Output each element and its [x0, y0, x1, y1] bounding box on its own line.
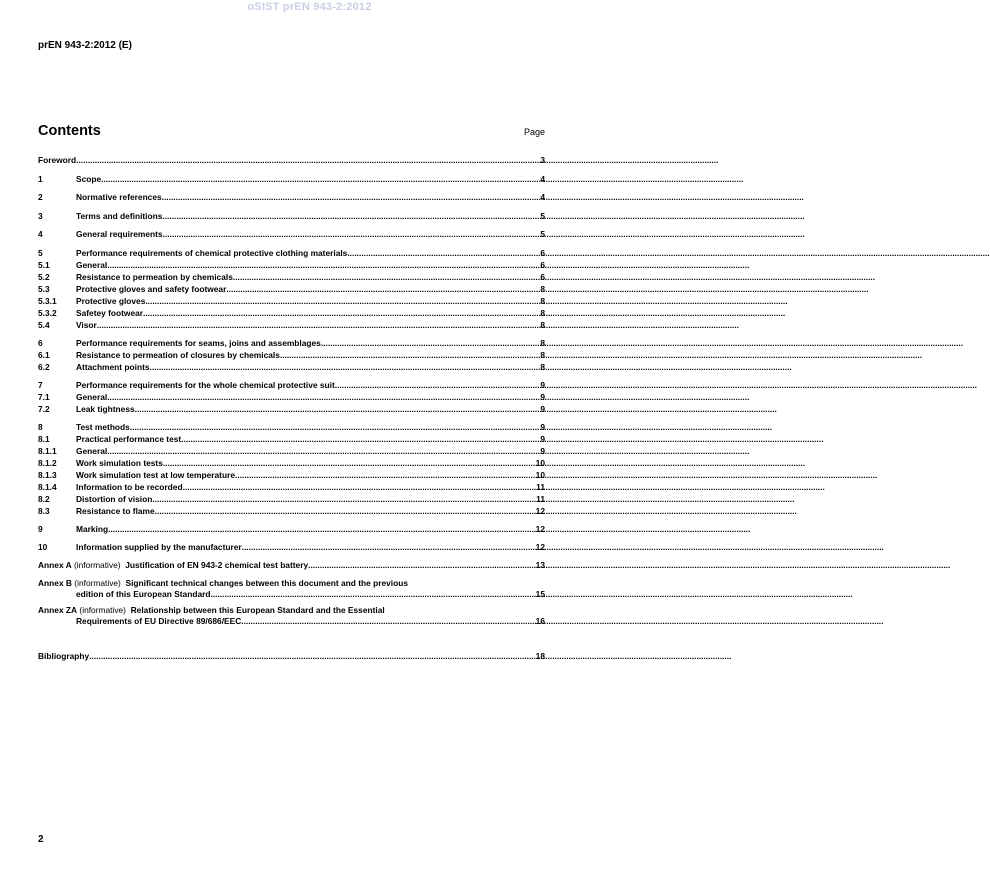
- toc-entry-distortion-of-vision[interactable]: [38, 494, 545, 505]
- watermark: oSIST prEN 943-2:2012: [247, 1, 372, 13]
- toc-entry-general-requirements[interactable]: [38, 229, 545, 240]
- toc-entry-annex-za-line1[interactable]: [38, 605, 545, 616]
- toc-entry-annex-b[interactable]: [38, 589, 545, 600]
- toc-entry-protective-gloves[interactable]: [38, 296, 545, 307]
- toc-leader-dots: [233, 272, 540, 283]
- toc-page-number: 8: [540, 338, 545, 348]
- toc-number: 6: [38, 338, 43, 348]
- toc-leader-dots: [347, 248, 540, 259]
- toc-leader-dots: [280, 350, 540, 361]
- toc-leader-dots: [130, 422, 541, 433]
- toc-leader-dots: [226, 284, 540, 295]
- toc-entry-resistance-to-flame[interactable]: [38, 506, 545, 517]
- toc-entry-work-simulation-tests[interactable]: [38, 458, 545, 469]
- toc-title: Protective gloves: [76, 296, 146, 306]
- toc-entry-general[interactable]: [38, 260, 545, 271]
- toc-entry-leak-tightness[interactable]: [38, 404, 545, 415]
- toc-page-number: 8: [540, 296, 545, 306]
- toc-leader-dots: [155, 506, 536, 517]
- toc-title: Visor: [76, 320, 97, 330]
- toc-prefix: Annex A: [38, 560, 72, 570]
- toc-entry-performance-requirements-of-chemical-protective-clothing-materials[interactable]: [38, 248, 545, 259]
- toc-page-number: 16: [535, 616, 545, 626]
- toc-page-number: 18: [535, 651, 545, 661]
- toc-title: Resistance to permeation of closures by chemicals: [76, 350, 280, 360]
- toc-title: [38, 560, 308, 571]
- toc-page-number: 9: [540, 380, 545, 390]
- toc-title: Distortion of vision: [76, 494, 153, 504]
- toc-number: 5.3: [38, 284, 50, 294]
- toc-number: 8.1.4: [38, 482, 57, 492]
- toc-leader-dots: [101, 174, 540, 185]
- toc-number: 7.1: [38, 392, 50, 402]
- toc-title: Foreword: [38, 155, 77, 165]
- toc-leader-dots: [210, 589, 535, 600]
- toc-leader-dots: [97, 320, 541, 331]
- toc-page-number: 8: [540, 320, 545, 330]
- toc-title: Test methods: [76, 422, 130, 432]
- toc-entry-marking[interactable]: [38, 524, 545, 535]
- toc-title-line2: edition of this European Standard: [76, 589, 211, 599]
- toc-page-number: 8: [540, 350, 545, 360]
- toc-title: Terms and definitions: [76, 211, 163, 221]
- toc-number: 2: [38, 192, 43, 202]
- toc-page-number: 6: [540, 248, 545, 258]
- toc-title: General: [76, 392, 108, 402]
- toc-title: Attachment points: [76, 362, 150, 372]
- toc-title: Performance requirements for the whole chemical protective suit: [76, 380, 335, 390]
- toc-entry-bibliography[interactable]: [38, 651, 545, 662]
- toc-prefix-note: (informative): [77, 605, 126, 615]
- toc-leader-dots: [242, 542, 536, 553]
- toc-title: Marking: [76, 524, 109, 534]
- toc-number: 8.1.3: [38, 470, 57, 480]
- toc-page-number: 12: [535, 542, 545, 552]
- toc-entry-general[interactable]: [38, 392, 545, 403]
- toc-page-number: 10: [535, 458, 545, 468]
- toc-title: General requirements: [76, 229, 163, 239]
- toc-entry-annex-za[interactable]: [38, 616, 545, 627]
- toc-leader-dots: [241, 616, 535, 627]
- toc-title: Protective gloves and safety footwear: [76, 284, 227, 294]
- toc-title: Safetey footwear: [76, 308, 144, 318]
- toc-number: 5.1: [38, 260, 50, 270]
- toc-page-number: 12: [535, 524, 545, 534]
- toc-leader-dots: [107, 446, 540, 457]
- toc-number: 1: [38, 174, 43, 184]
- toc-page-number: 6: [540, 260, 545, 270]
- toc-leader-dots: [162, 211, 540, 222]
- toc-page-number: 11: [536, 494, 545, 504]
- toc-entry-information-supplied-by-the-manufacturer[interactable]: [38, 542, 545, 553]
- toc-title: General: [76, 446, 108, 456]
- toc-leader-dots: [163, 458, 536, 469]
- toc-entry-performance-requirements-for-the-whole-chemical-protective-suit[interactable]: [38, 380, 545, 391]
- toc-entry-normative-references[interactable]: [38, 192, 545, 203]
- toc-number: 6.2: [38, 362, 50, 372]
- toc-title: Work simulation tests: [76, 458, 163, 468]
- toc-page-number: 11: [536, 482, 545, 492]
- toc-prefix: Annex ZA: [38, 605, 78, 615]
- toc-title: Performance requirements for seams, joins and assemblages: [76, 338, 321, 348]
- toc-title: Information supplied by the manufacturer: [76, 542, 242, 552]
- toc-entry-practical-performance-test[interactable]: [38, 434, 545, 445]
- toc-number: 8: [38, 422, 43, 432]
- toc-number: 10: [38, 542, 48, 552]
- toc-title: Work simulation test at low temperature: [76, 470, 236, 480]
- toc-page-number: 3: [540, 155, 545, 165]
- toc-number: 9: [38, 524, 43, 534]
- toc-entry-scope[interactable]: [38, 174, 545, 185]
- toc-number: 7: [38, 380, 43, 390]
- toc-leader-dots: [89, 651, 535, 662]
- toc-title: Relationship between this European Standard and the Essential: [130, 605, 385, 615]
- toc-page-number: 8: [540, 284, 545, 294]
- toc-leader-dots: [150, 362, 541, 373]
- toc-leader-dots: [335, 380, 541, 391]
- toc-leader-dots: [162, 192, 541, 203]
- toc-entry-work-simulation-test-at-low-temperature[interactable]: [38, 470, 545, 481]
- toc-leader-dots: [183, 482, 537, 493]
- toc-number: 5.3.1: [38, 296, 57, 306]
- toc-leader-dots: [321, 338, 540, 349]
- toc-entry-performance-requirements-for-seams-joins-and-assemblages[interactable]: [38, 338, 545, 349]
- toc-page-number: 8: [540, 308, 545, 318]
- toc-prefix: Annex B: [38, 578, 72, 588]
- toc-title: Performance requirements of chemical protective clothing materials: [76, 248, 348, 258]
- toc-entry-resistance-to-permeation-of-closures-by-chemicals[interactable]: [38, 350, 545, 361]
- toc-page-number: 9: [540, 434, 545, 444]
- toc-page-number: 4: [540, 174, 545, 184]
- toc-number: 8.1: [38, 434, 50, 444]
- toc-title: Information to be recorded: [76, 482, 183, 492]
- toc-page-number: 10: [535, 470, 545, 480]
- toc-page-number: 5: [540, 211, 545, 221]
- toc-entry-annex-a[interactable]: [38, 560, 545, 571]
- toc-number: 4: [38, 229, 43, 239]
- toc-page-number: 13: [535, 560, 545, 570]
- toc-title-text: Justification of EN 943-2 chemical test battery: [125, 560, 309, 570]
- toc-title: Resistance to permeation by chemicals: [76, 272, 233, 282]
- toc-entry-resistance-to-permeation-by-chemicals[interactable]: [38, 272, 545, 283]
- toc-title: Resistance to flame: [76, 506, 155, 516]
- toc-page-number: 9: [540, 404, 545, 414]
- toc-number: 8.2: [38, 494, 50, 504]
- toc-title: Bibliography: [38, 651, 90, 661]
- toc-entry-protective-gloves-and-safety-footwear[interactable]: [38, 284, 545, 295]
- toc-title: General: [76, 260, 108, 270]
- toc-leader-dots: [181, 434, 540, 445]
- toc-title: Leak tightness: [76, 404, 135, 414]
- toc-leader-dots: [143, 308, 540, 319]
- toc-leader-dots: [152, 494, 536, 505]
- toc-prefix-note: (informative): [71, 560, 121, 570]
- toc-entry-test-methods[interactable]: [38, 422, 545, 433]
- toc-title: Normative references: [76, 192, 162, 202]
- toc-title-line2: Requirements of EU Directive 89/686/EEC: [76, 616, 242, 626]
- toc-page-number: 4: [540, 192, 545, 202]
- toc-page-number: 9: [540, 392, 545, 402]
- page-column-label: Page: [523, 127, 545, 137]
- toc-leader-dots: [235, 470, 536, 481]
- contents-title: Contents: [38, 123, 101, 139]
- toc-title: Scope: [76, 174, 102, 184]
- toc-number: 6.1: [38, 350, 50, 360]
- toc-page-number: 9: [540, 446, 545, 456]
- toc-entry-annex-b-line1[interactable]: [38, 578, 545, 589]
- toc-page-number: 8: [540, 362, 545, 372]
- toc-page-number: 12: [535, 506, 545, 516]
- footer-page-number: 2: [38, 834, 44, 845]
- toc-page-number: 5: [540, 229, 545, 239]
- toc-entry-safetey-footwear[interactable]: [38, 308, 545, 319]
- toc-number: 5.4: [38, 320, 50, 330]
- toc-leader-dots: [107, 392, 540, 403]
- toc-leader-dots: [108, 524, 536, 535]
- toc-entry-general[interactable]: [38, 446, 545, 457]
- toc-entry-attachment-points[interactable]: [38, 362, 545, 373]
- toc-page-number: 6: [540, 272, 545, 282]
- toc-number: 3: [38, 211, 43, 221]
- toc-number: 5: [38, 248, 43, 258]
- toc-number: 7.2: [38, 404, 50, 414]
- toc-leader-dots: [76, 155, 540, 166]
- toc-number: 5.2: [38, 272, 50, 282]
- toc-leader-dots: [135, 404, 541, 415]
- toc-title: Practical performance test: [76, 434, 182, 444]
- toc-leader-dots: [308, 560, 536, 571]
- toc-leader-dots: [145, 296, 540, 307]
- toc-number: 8.1.1: [38, 446, 57, 456]
- toc-number: 8.1.2: [38, 458, 57, 468]
- toc-number: 8.3: [38, 506, 50, 516]
- toc-entry-visor[interactable]: [38, 320, 545, 331]
- toc-prefix-note: (informative): [71, 578, 121, 588]
- toc-leader-dots: [107, 260, 540, 271]
- toc-entry-terms-and-definitions[interactable]: [38, 211, 545, 222]
- toc-title: Significant technical changes between this document and the previous: [125, 578, 408, 588]
- toc-leader-dots: [163, 229, 541, 240]
- toc-entry-information-to-be-recorded[interactable]: [38, 482, 545, 493]
- toc-page-number: 15: [535, 589, 545, 599]
- toc-entry-foreword[interactable]: [38, 155, 545, 166]
- toc-page-number: 9: [540, 422, 545, 432]
- toc-number: 5.3.2: [38, 308, 57, 318]
- document-id: prEN 943-2:2012 (E): [38, 40, 132, 51]
